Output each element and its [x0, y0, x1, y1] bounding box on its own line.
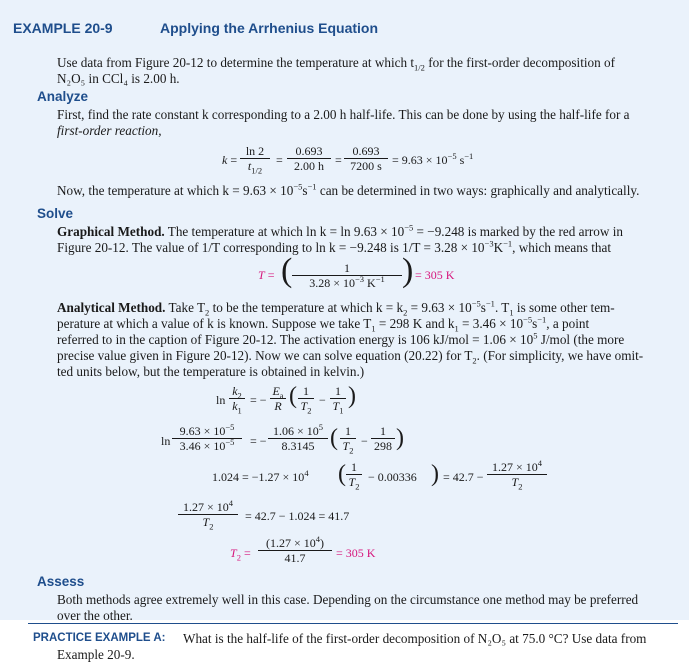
half-life-fraction: $\frac{0.693}{2.00 h}$ — [287, 144, 331, 173]
example-label: EXAMPLE 20-9 — [13, 20, 113, 36]
T-graphical-fraction: $\frac{1}{3.28 \times 10^{-3} K^{-1}}$ — [292, 261, 402, 290]
equation-row-3: $1.024 = -1.27 \times 10^4$ — [212, 468, 309, 484]
activation-energy-fraction: $\frac{1.06 \times 10^5}{8.3145}$ — [268, 424, 328, 453]
equation-row-4-fraction: $\frac{1.27 \times 10^4}{T_2}$ — [178, 500, 238, 529]
practice-text: What is the half-life of the first-order decomposition of N₂O₅ at 75.0 °C? Use data from Example 20-9. — [57, 631, 647, 662]
k-symbol: k = — [222, 153, 238, 167]
T-graphical-lhs: T = — [258, 268, 275, 282]
T2-lhs: $T_2$ = — [230, 546, 251, 563]
equation-row-4: = 42.7 − 1.024 = 41.7 — [245, 509, 350, 523]
T-graphical-result: = 305 K — [415, 268, 455, 282]
page: EXAMPLE 20-9 Applying the Arrhenius Equation Use data from Figure 20-12 to determine the temperature at which $t_{1/2}$ for the first-order decomposition of N₂O₅ in CCl₄ is 2.00 h. Analyze First, find the rate constant k corresponding to a 2.00 h half-life. This can be done by using the half-life for a first-order reaction, k = $\frac{\ln 2}{t_{1/2}}$ = $\frac{0.693}{2.00 h}$ = $\frac{0.693}{7200 s}$ = $9.63 \times 10^{-5}$ $s^{-1}$ Now, the temperature at which $k = 9.63 \times 10^{-5}s^{-1}$ can be determined in two ways: graphically and analytically. Solve Graphical Method. The temperature at which $\ln k = \ln 9.63 \times 10^{-5} = -9.248$ is marked by the red arrow in Figure 20-12. The value of 1/T corresponding to ln k = −9.248 is $1/T = 3.28 \times 10^{-3}K^{-1}$, which means that T = ( $\frac{1}{3.28 \times 10^{-3} K^{-1}}$ ) = 305 K Analytical Method. Take $T_2$ to be the temperature at which $k = k_2 = 9.63 \times 10^{-5}s^{-1}$. $T_1$ is some other tem- perature at which a value of k is known. Suppose we take $T_1 = 298$ K and $k_1 = 3.46 \times 10^{-5}s^{-1}$, a point referred to in the caption of Figure 20-12. The activation energy is 106 $kJ/mol = 1.06 \times 10^5$ J/mol (the more precise value given in Figure 20-12). Now we can solve equation (20.22) for $T_2$. (For simplicity, we have omit- ted units below, but the temperature is obtained in kelvin.) ln $\frac{k_2}{k_1}$ = − $\frac{E_a}{R}$ ( $\frac{1}{T_2}$ − $\frac{1}{T_1}$ ) ln $\frac{9.63 \times 10^{-5}}{3.46 \times 10^{-5}}$ = − $\frac{1.06 \times 10^5}{8.3145}$ ( $\frac{1}{T_2}$ − $\frac{1}{298}$ ) $1.024 = -1.27 \times 10^4$ ( $\frac{1}{T_2}$ − 0.00336 ) = 42.7 − $\frac{1.27 \times 10^4}{T_2}$ $\frac{1.27 \times 10^4}{T_2}$ = 42.7 − 1.024 = 41.7 $T_2$ = $\frac{(1.27 \times 10^4)}{41.7}$ = 305 K Assess Both methods agree extremely well in this case. Depending on the circumstance one method may be preferred over the other. PRACTICE EXAMPLE A: What is the half-life of the first-order decomposition of N₂O₅ at 75.0 °C? Use data from Example 20-9. — [0, 0, 689, 667]
analyze-conclusion: Now, the temperature at which $k = 9.63 \times 10^{-5}s^{-1}$ can be determined in two ways: graphically and analytically. — [57, 181, 640, 198]
seconds-fraction: $\frac{0.693}{7200 s}$ — [344, 144, 388, 173]
assess-text: Both methods agree extremely well in this case. Depending on the circumstance one method may be preferred over the other. — [57, 592, 639, 623]
k-ratio-fraction: $\frac{k_2}{k_1}$ — [229, 384, 245, 413]
rate-constant-ratio: $\frac{9.63 \times 10^{-5}}{3.46 \times 10^{-5}}$ — [172, 424, 242, 453]
assess-heading: Assess — [37, 574, 85, 589]
ln2-fraction: $\frac{\ln 2}{t_{1/2}}$ — [240, 144, 270, 173]
T2-fraction: $\frac{(1.27 \times 10^4)}{41.7}$ — [258, 536, 332, 565]
analyze-heading: Analyze — [37, 89, 89, 104]
graphical-method-text: Graphical Method. The temperature at which $\ln k = \ln 9.63 \times 10^{-5} = -9.248$ is marked by the red arrow in Figure 20-12. The value of 1/T corresponding to ln k = −9.248 is $1/T = 3.28 \times 10^{-3}K^{-1}$, which means that — [57, 222, 623, 255]
solve-heading: Solve — [37, 206, 74, 221]
Ea-over-R-fraction: $\frac{E_a}{R}$ — [270, 384, 286, 413]
analyze-text: First, find the rate constant k corresponding to a 2.00 h half-life. This can be done by using the half-life for a first-order reaction, — [57, 107, 630, 138]
divider — [28, 623, 678, 624]
problem-text: Use data from Figure 20-12 to determine the temperature at which $t_{1/2}$ for the first-order decomposition of N₂O₅ in CCl₄ is 2.00 h. — [57, 55, 615, 86]
k-result: = $9.63 \times 10^{-5}$ $s^{-1}$ — [392, 151, 474, 167]
example-title: Applying the Arrhenius Equation — [160, 20, 379, 36]
analytical-method-text: Analytical Method. Take $T_2$ to be the temperature at which $k = k_2 = 9.63 \times 10^{-5}s^{-1}$. $T_1$ is some other tem- perature at which a value of k is known. Suppose we take $T_1 = 298$ K and $k_1 = 3.46 \times 10^{-5}s^{-1}$, a point referred to in the caption of Figure 20-12. The activation energy is 106 $kJ/mol = 1.06 \times 10^5$ J/mol (the more precise value given in Figure 20-12). Now we can solve equation (20.22) for $T_2$. (For simplicity, we have omit- ted units below, but the temperature is obtained in kelvin.) — [57, 298, 644, 379]
T2-result: = 305 K — [336, 546, 376, 560]
practice-label: PRACTICE EXAMPLE A: — [33, 632, 166, 644]
